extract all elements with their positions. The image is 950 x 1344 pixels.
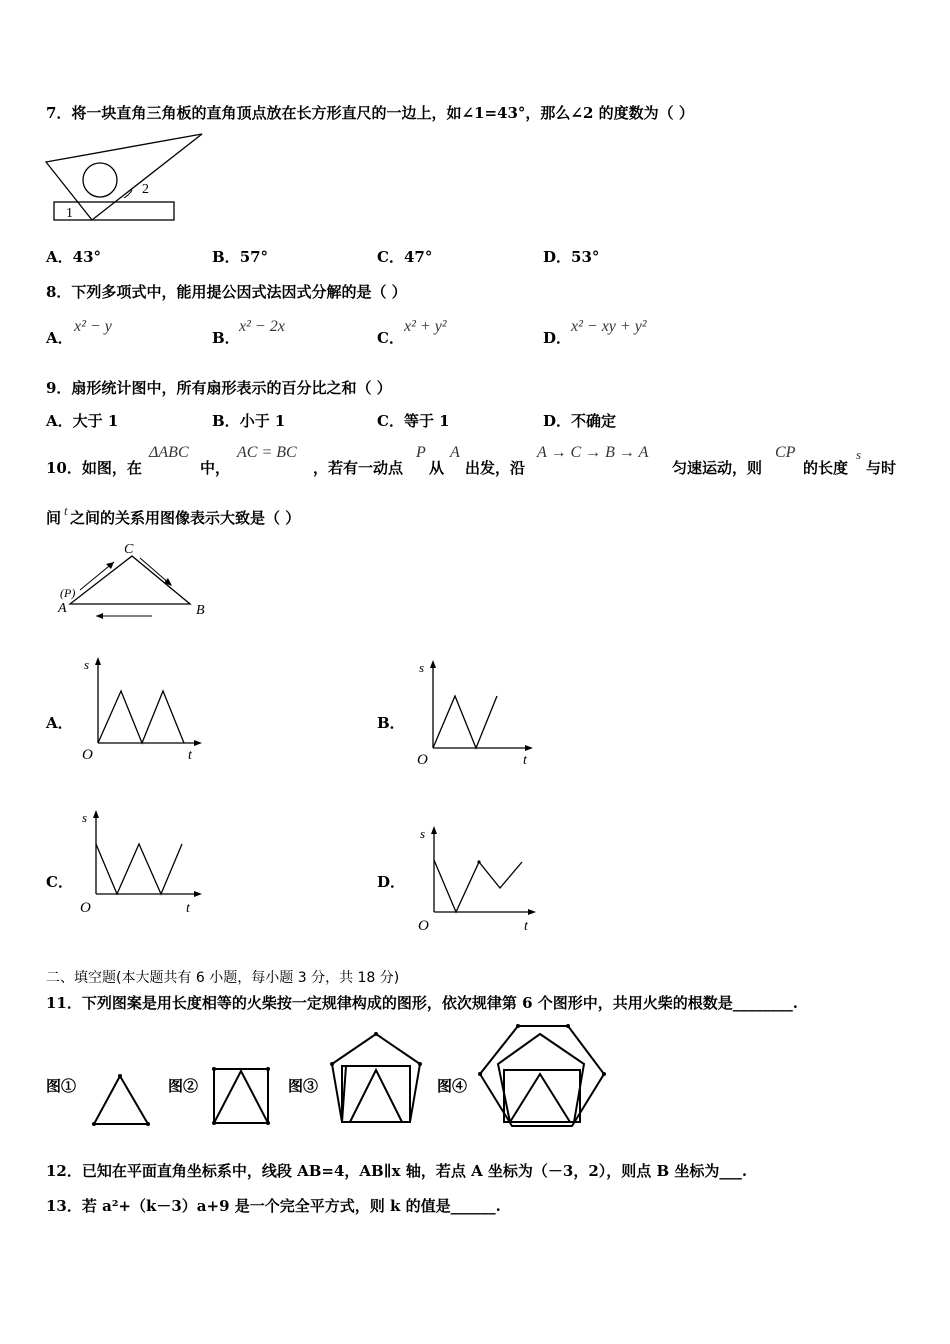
graph-d-o-label: O [418, 918, 429, 934]
q10-option-c[interactable]: C． [46, 873, 73, 891]
q10-graph-d[interactable] [416, 824, 546, 934]
graph-c-s-label: s [82, 810, 88, 825]
q10-text-5: 出发，沿 [465, 459, 526, 477]
q7-stem: 7．将一块直角三角板的直角顶点放在长方形直尺的一边上，如∠1=43°，那么∠2 的度数为（ ） [46, 104, 694, 122]
q10-text-7: 的长度 [803, 459, 849, 477]
graph-a-o-label: O [82, 747, 93, 763]
q9-option-a[interactable]: A．大于 1 [46, 412, 119, 430]
q10-math-s: s [856, 447, 862, 462]
q8-option-b[interactable]: B． [212, 329, 240, 347]
q9-option-d[interactable]: D．不确定 [543, 412, 617, 430]
q10-text-2: 中， [200, 459, 231, 477]
q10-math-triangle: ΔABC [149, 444, 189, 461]
q10-fig-label-p: (P) [60, 586, 76, 600]
q10-graph-c[interactable] [78, 808, 208, 918]
q10-math-path: A → C → B → A [537, 444, 649, 461]
q11-fig4-label: 图④ [437, 1077, 468, 1095]
q10-graph-a[interactable] [78, 655, 208, 765]
q10-text-1: 10．如图，在 [46, 459, 142, 477]
q8-option-a-expr: x² − y [74, 318, 112, 335]
q8-option-c[interactable]: C． [377, 329, 404, 347]
q11-fig3-label: 图③ [288, 1077, 319, 1095]
graph-b-t-label: t [523, 753, 527, 768]
q7-angle2-label: 2 [142, 182, 149, 197]
q10-graph-b[interactable] [413, 658, 543, 768]
q10-option-d[interactable]: D． [377, 873, 406, 891]
q10-fig-label-c: C [124, 542, 134, 557]
q7-figure [44, 130, 214, 225]
q9-option-c[interactable]: C．等于 1 [377, 412, 450, 430]
q9-stem: 9．扇形统计图中，所有扇形表示的百分比之和（ ） [46, 379, 392, 397]
q10-fig-label-b: B [196, 603, 205, 618]
q8-option-b-expr: x² − 2x [239, 318, 285, 335]
q9-option-b[interactable]: B．小于 1 [212, 412, 286, 430]
q13-stem: 13．若 a²+（k－3）a+9 是一个完全平方式，则 k 的值是______. [46, 1197, 501, 1215]
q7-option-d[interactable]: D．53° [543, 248, 600, 266]
q10-text-6: 匀速运动，则 [672, 459, 763, 477]
q7-option-b[interactable]: B．57° [212, 248, 269, 266]
q11-fig3 [324, 1030, 428, 1130]
graph-b-o-label: O [417, 752, 428, 768]
q11-fig1-label: 图① [46, 1077, 77, 1095]
q8-option-a[interactable]: A． [46, 329, 73, 347]
q10-option-b[interactable]: B． [377, 714, 405, 732]
q8-option-d-expr: x² − xy + y² [571, 318, 647, 335]
q10-math-a: A [450, 444, 460, 461]
q11-fig4 [474, 1022, 610, 1132]
graph-a-s-label: s [84, 657, 90, 672]
q12-stem: 12．已知在平面直角坐标系中，线段 AB=4，AB∥x 轴，若点 A 坐标为（－3，2），则点 B 坐标为___. [46, 1162, 748, 1180]
q8-option-c-expr: x² + y² [404, 318, 447, 335]
q11-fig1 [88, 1070, 158, 1130]
q8-stem: 8．下列多项式中，能用提公因式法因式分解的是（ ） [46, 283, 407, 301]
q7-angle1-label: 1 [66, 206, 73, 221]
q10-text-8: 与时 [866, 459, 897, 477]
q10-math-t: t [64, 503, 68, 518]
q10-option-a[interactable]: A． [46, 714, 73, 732]
q10-text-9: 间 [46, 509, 62, 527]
q10-text-10: 之间的关系用图像表示大致是（ ） [70, 509, 301, 527]
q7-option-a[interactable]: A．43° [46, 248, 102, 266]
graph-d-s-label: s [420, 826, 426, 841]
q10-text-4: 从 [429, 459, 445, 477]
q10-math-equal: AC = BC [237, 444, 297, 461]
q10-math-cp: CP [775, 444, 796, 461]
q11-fig2 [208, 1063, 274, 1127]
q11-fig2-label: 图② [168, 1077, 199, 1095]
graph-b-s-label: s [419, 660, 425, 675]
q10-math-p: P [416, 444, 426, 461]
q7-option-c[interactable]: C．47° [377, 248, 433, 266]
q10-text-3: ，若有一动点 [313, 459, 404, 477]
section-2-title: 二、填空题(本大题共有 6 小题，每小题 3 分，共 18 分) [46, 970, 400, 986]
q8-option-d[interactable]: D． [543, 329, 572, 347]
graph-c-o-label: O [80, 900, 91, 916]
graph-d-t-label: t [524, 919, 528, 934]
graph-c-t-label: t [186, 901, 190, 916]
q11-stem: 11．下列图案是用长度相等的火柴按一定规律构成的图形，依次规律第 6 个图形中，共用火柴的根数是________. [46, 994, 798, 1012]
q10-triangle-figure [56, 540, 216, 625]
graph-a-t-label: t [188, 748, 192, 763]
q10-fig-label-a: A [58, 601, 67, 616]
